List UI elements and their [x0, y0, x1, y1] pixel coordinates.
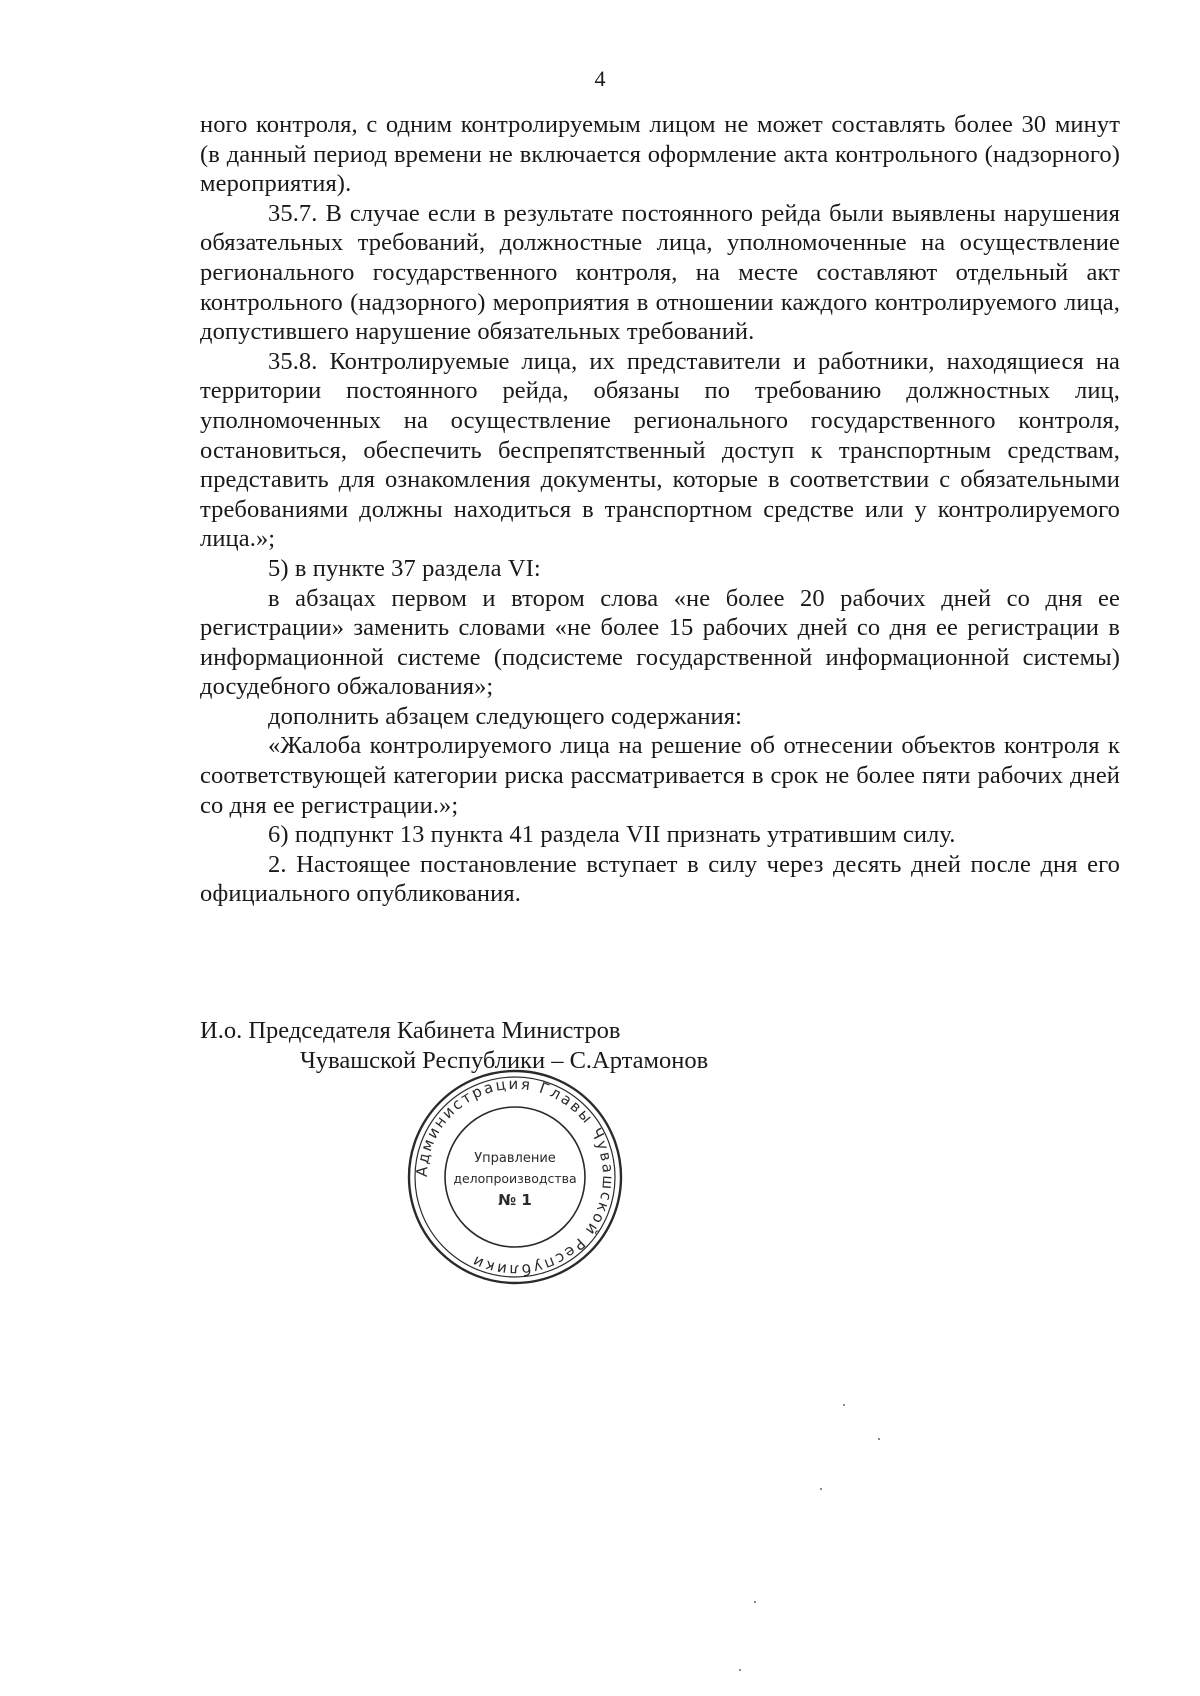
paragraph: 2. Настоящее постановление вступает в силу через десять дней после дня его официального опубликования.	[200, 850, 1120, 908]
paragraph: дополнить абзацем следующего содержания:	[268, 702, 743, 730]
seal-center-line-1: Управление	[474, 1151, 556, 1166]
paragraph: ного контроля, с одним контролируемым лицом не может составлять более 30 минут (в данный период времени не включается оформление акта контрольного (надзорного) мероприятия).	[200, 111, 1120, 198]
seal-icon	[400, 1062, 630, 1292]
paragraph: в абзацах первом и втором слова «не более 20 рабочих дней со дня ее регистрации» заменить словами «не более 15 рабочих дней со дня ее регистрации в информационной системе (подсистеме государственной информационной системы) досудебного обжалования»;	[200, 584, 1120, 701]
paragraph: 35.8. Контролируемые лица, их представители и работники, находящиеся на территории постоянного рейда, обязаны по требованию должностных лиц, уполномоченных на осуществление регионального государственного контроля, остановиться, обеспечить беспрепятственный доступ к транспортным средствам, представить для ознакомления документы, которые в соответствии с обязательными требованиями должны находиться в транспортном средстве или у контролируемого лица.»;	[200, 347, 1120, 553]
seal-center-line-3: № 1	[498, 1191, 532, 1209]
page-number: 4	[594, 66, 606, 91]
official-seal-stamp	[400, 1062, 630, 1292]
seal-ring-text: Администрация Главы Чувашской Республики	[412, 1074, 618, 1280]
scan-speck	[739, 1669, 741, 1671]
scan-speck	[843, 1404, 845, 1406]
scan-speck	[754, 1601, 756, 1603]
paragraph: 35.7. В случае если в результате постоянного рейда были выявлены нарушения обязательных требований, должностные лица, уполномоченные на осуществление регионального государственного контроля, на месте составляют отдельный акт контрольного (надзорного) мероприятия в отношении каждого контролируемого лица, допустившего нарушение обязательных требований.	[200, 199, 1120, 346]
document-body	[200, 110, 1120, 909]
paragraph: 5) в пункте 37 раздела VI:	[268, 554, 541, 582]
signatory-name: Чувашской Республики – С.Артамонов	[300, 1047, 709, 1074]
scan-speck	[820, 1488, 822, 1490]
paragraph: 6) подпункт 13 пункта 41 раздела VII признать утратившим силу.	[268, 821, 956, 849]
scan-speck	[878, 1438, 880, 1440]
signatory-title: И.о. Председателя Кабинета Министров	[200, 1017, 621, 1044]
seal-center-line-2: делопроизводства	[453, 1171, 577, 1186]
paragraph: «Жалоба контролируемого лица на решение об отнесении объектов контроля к соответствующей категории риска рассматривается в срок не более пяти рабочих дней со дня ее регистрации.»;	[200, 732, 1120, 819]
